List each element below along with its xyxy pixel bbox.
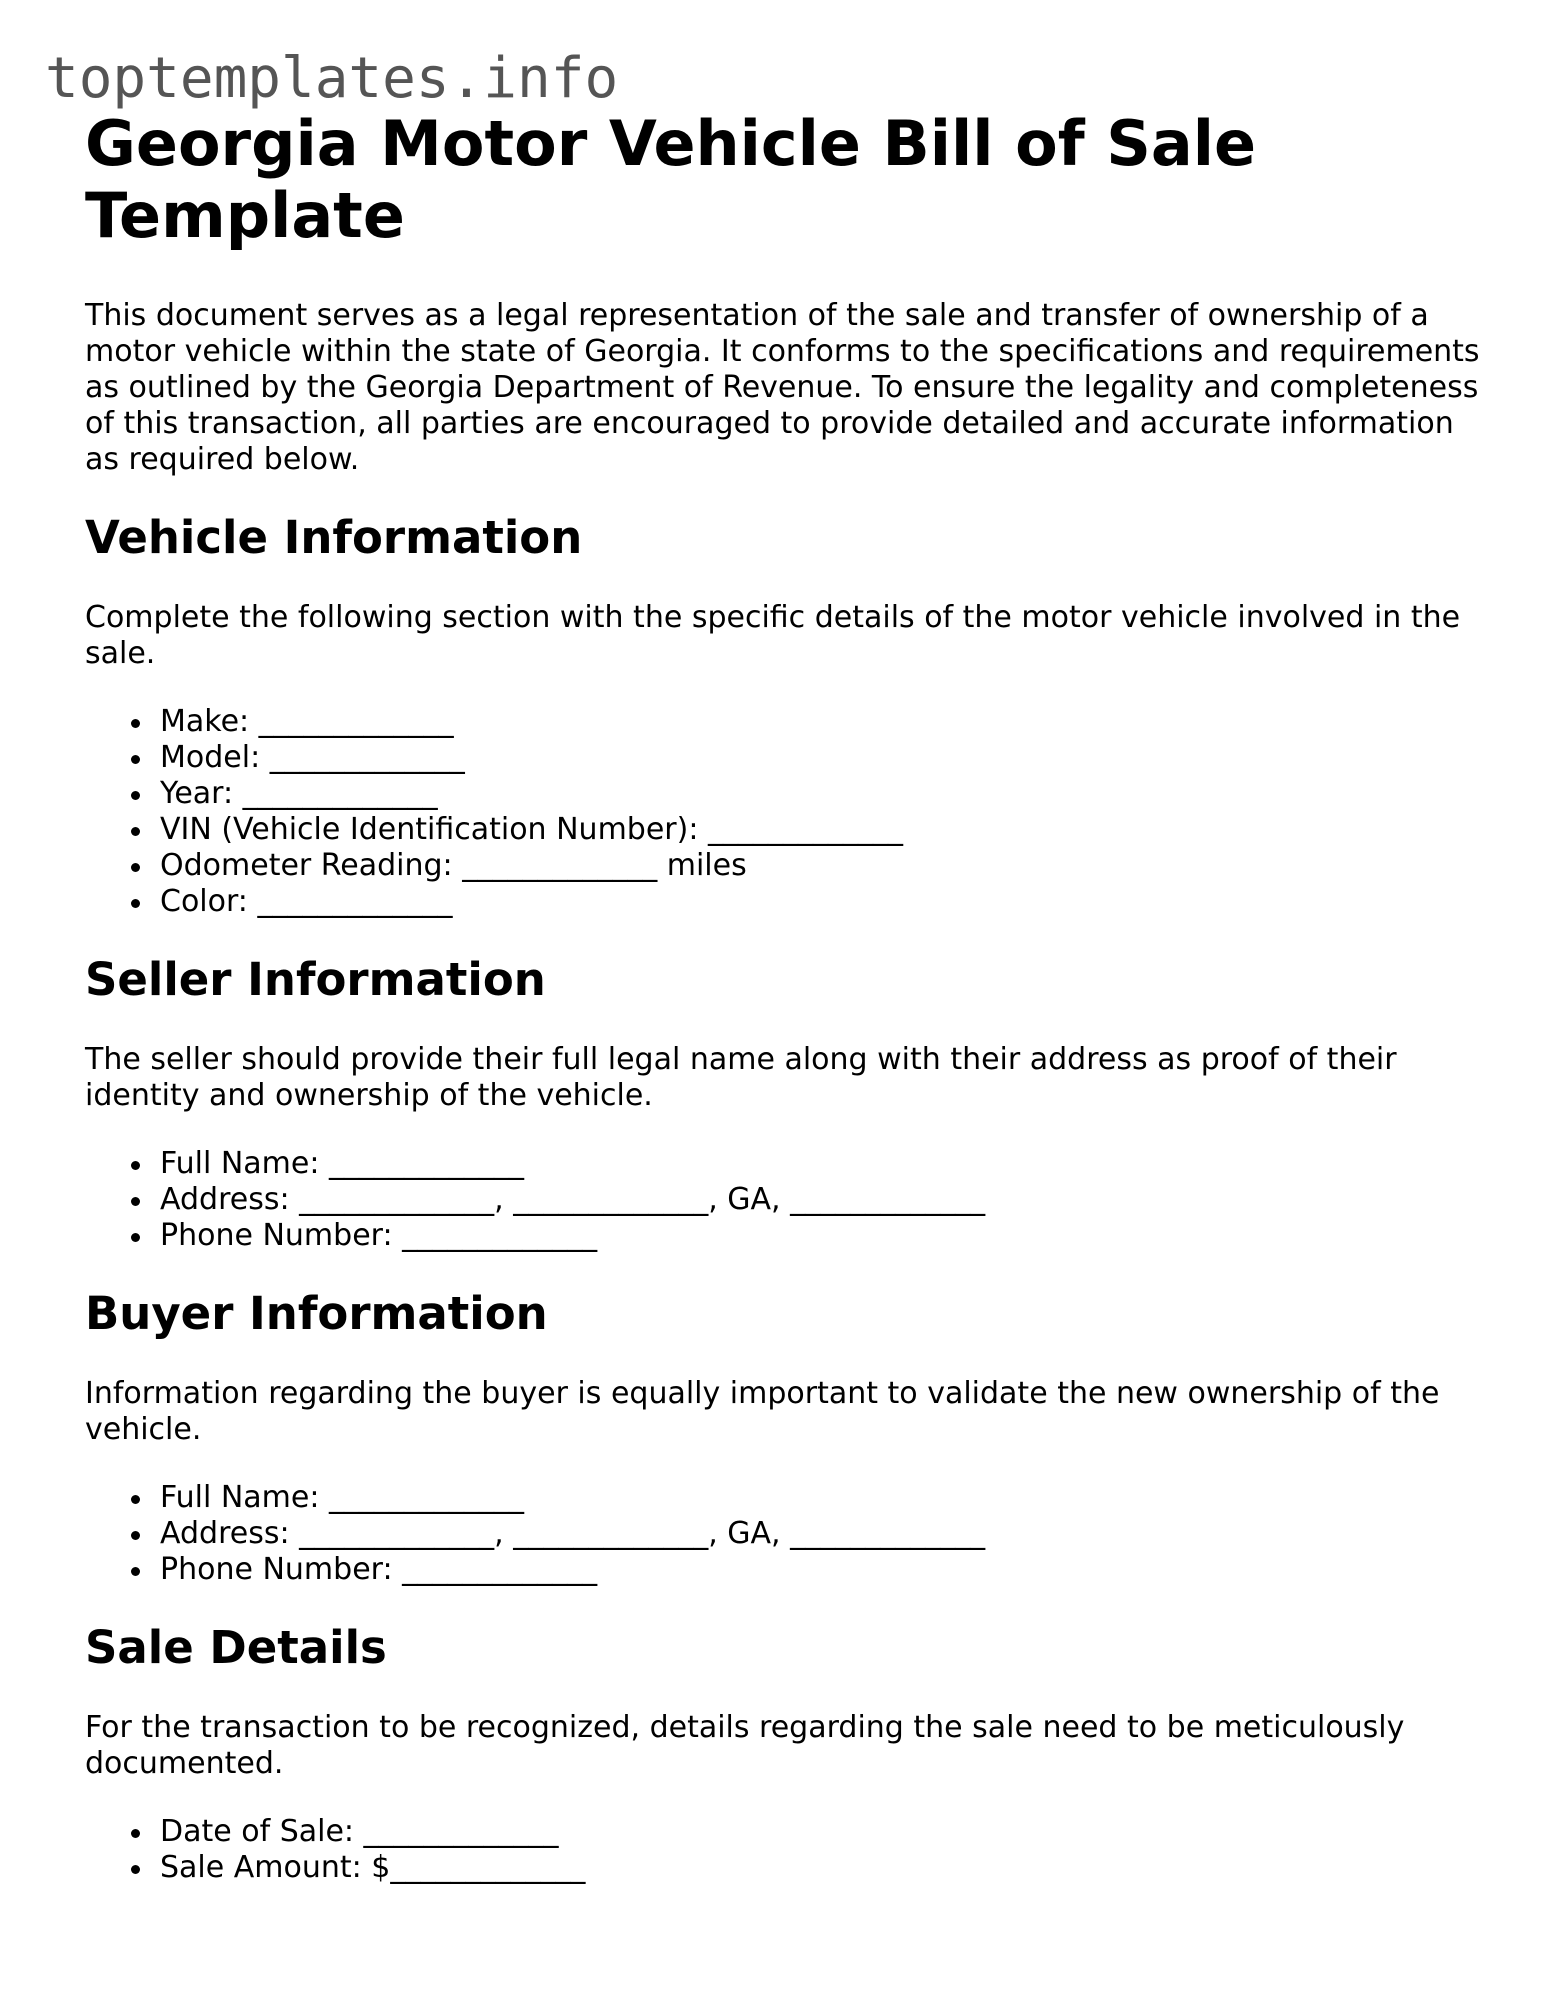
list-item: Phone Number: _____________ [160, 1552, 1485, 1588]
section-heading: Vehicle Information [85, 511, 583, 564]
list-item: Address: _____________, _____________, GA, _____________ [160, 1182, 1485, 1218]
page-title: Georgia Motor Vehicle Bill of Sale Template [85, 107, 1257, 252]
field-list [85, 1480, 1485, 1588]
section-heading: Buyer Information [85, 1287, 548, 1340]
list-item: Sale Amount: $_____________ [160, 1850, 1485, 1886]
list-item: Address: _____________, _____________, GA, _____________ [160, 1516, 1485, 1552]
section-heading: Sale Details [85, 1621, 387, 1674]
field-list [85, 1814, 1485, 1886]
intro-paragraph: This document serves as a legal representation of the sale and transfer of ownership of a motor vehicle within the state of Georgia. It conforms to the specifications and requirements as outlined by the Georgia Department of Revenue. To ensure the legality and completeness of this transaction, all parties are encouraged to provide detailed and accurate information as required below. [85, 298, 1480, 477]
section-description: Information regarding the buyer is equally important to validate the new ownership of the vehicle. [85, 1376, 1440, 1447]
watermark: toptemplates.info [45, 46, 619, 111]
list-item: Model: _____________ [160, 740, 1485, 776]
list-item: Odometer Reading: _____________ miles [160, 848, 1485, 884]
section-description: Complete the following section with the specific details of the motor vehicle involved in the sale. [85, 600, 1461, 671]
section-buyer-information [85, 1286, 1485, 1588]
list-item: Full Name: _____________ [160, 1480, 1485, 1516]
field-list [85, 1146, 1485, 1254]
list-item: Full Name: _____________ [160, 1146, 1485, 1182]
list-item: Date of Sale: _____________ [160, 1814, 1485, 1850]
section-heading: Seller Information [85, 953, 546, 1006]
list-item: Color: _____________ [160, 884, 1485, 920]
list-item: Year: _____________ [160, 776, 1485, 812]
section-description: For the transaction to be recognized, details regarding the sale need to be meticulously documented. [85, 1710, 1405, 1781]
list-item: Phone Number: _____________ [160, 1218, 1485, 1254]
section-vehicle-information [85, 510, 1485, 920]
field-list [85, 704, 1485, 920]
document-page [85, 108, 1485, 1886]
section-description: The seller should provide their full legal name along with their address as proof of their identity and ownership of the vehicle. [85, 1042, 1397, 1113]
section-seller-information [85, 952, 1485, 1254]
list-item: VIN (Vehicle Identification Number): _____________ [160, 812, 1485, 848]
section-sale-details [85, 1620, 1485, 1886]
list-item: Make: _____________ [160, 704, 1485, 740]
